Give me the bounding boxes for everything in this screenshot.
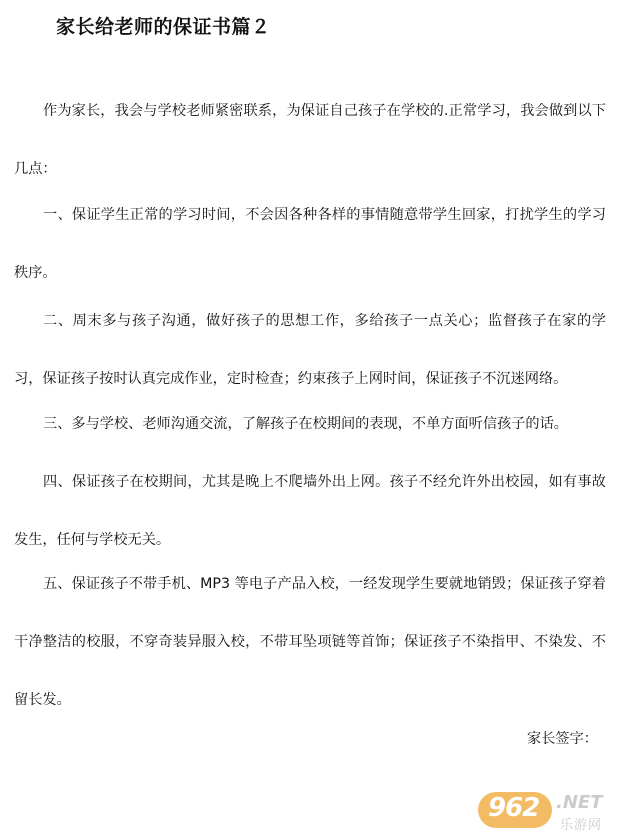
watermark-domain: .NET (556, 792, 603, 813)
paragraph-item-5: 五、保证孩子不带手机、MP3 等电子产品入校，一经发现学生要就地销毁；保证孩子穿着干净整洁的校服，不穿奇装异服入校，不带耳坠项链等首饰；保证孩子不染指甲、不染发、不留长发。 (14, 576, 606, 708)
paragraph-item-2: 二、周末多与孩子沟通，做好孩子的思想工作，多给孩子一点关心；监督孩子在家的学习，保证孩子按时认真完成作业，定时检查；约束孩子上网时间，保证孩子不沉迷网络。 (14, 313, 606, 387)
paragraph-item-3: 三、多与学校、老师沟通交流，了解孩子在校期间的表现，不单方面听信孩子的话。 (43, 416, 568, 432)
site-watermark-logo (478, 790, 612, 834)
paragraph-item-1: 一、保证学生正常的学习时间，不会因各种各样的事情随意带学生回家，打扰学生的学习秩序。 (14, 207, 606, 281)
watermark-brand: 962 (488, 793, 540, 823)
document-title: 家长给老师的保证书篇２ (56, 16, 271, 38)
parent-signature-label: 家长签字： (527, 731, 598, 747)
paragraph-item-4: 四、保证孩子在校期间，尤其是晚上不爬墙外出上网。孩子不经允许外出校园，如有事故发生，任何与学校无关。 (14, 474, 606, 548)
paragraph-intro: 作为家长，我会与学校老师紧密联系，为保证自己孩子在学校的.正常学习，我会做到以下几点： (14, 103, 606, 177)
watermark-subtitle: 乐游网 (560, 818, 603, 833)
